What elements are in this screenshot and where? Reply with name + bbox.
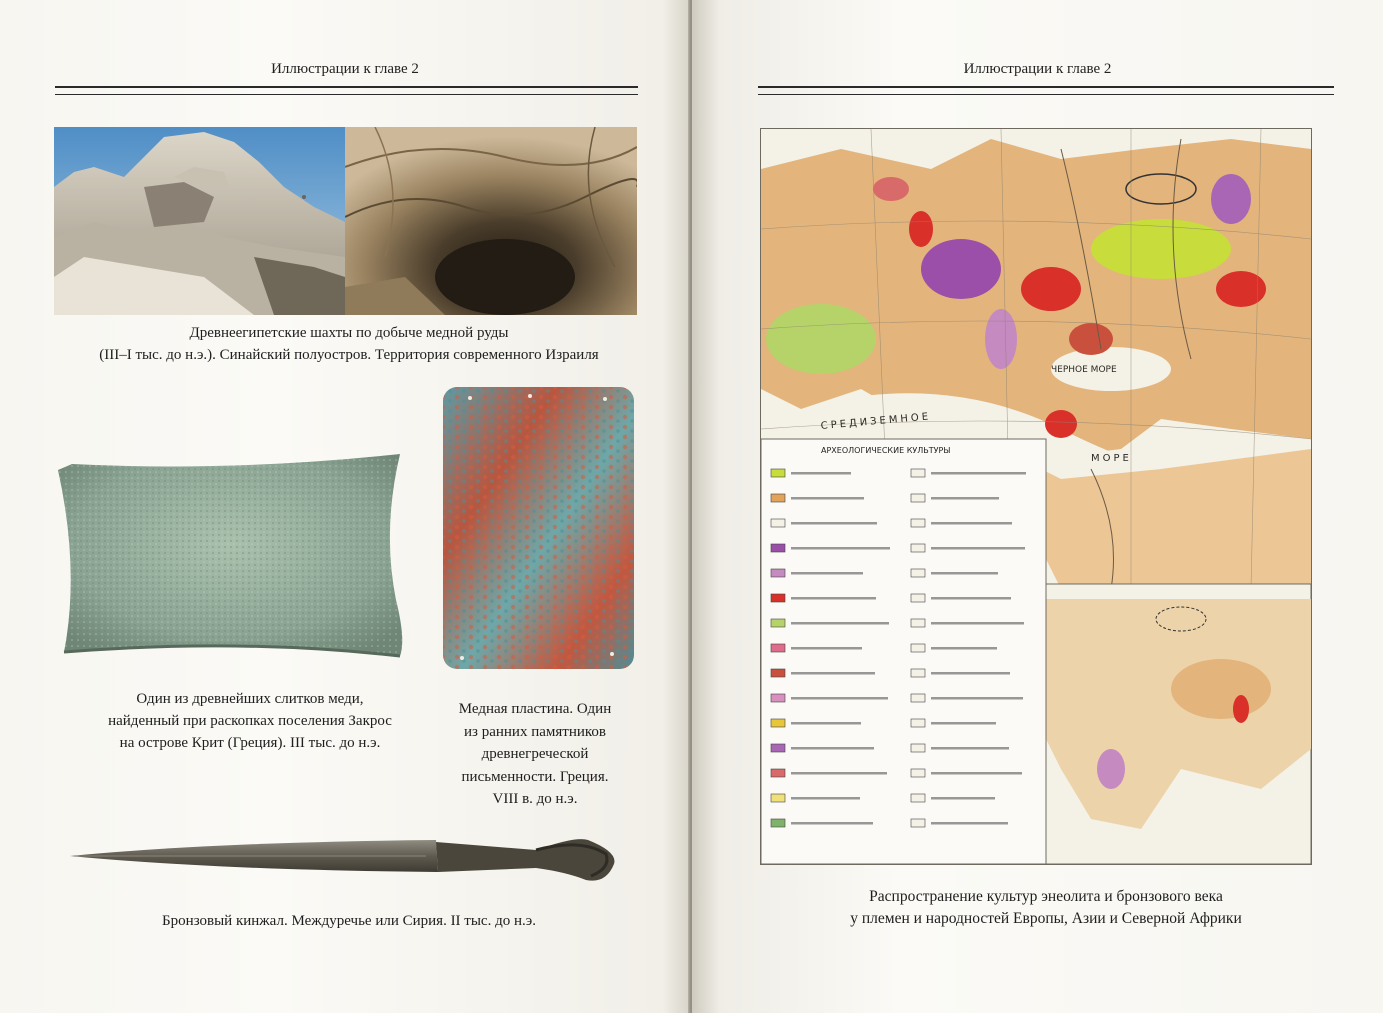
legend-text-line: [931, 797, 995, 800]
legend-text-line: [791, 597, 876, 600]
legend-swatch: [911, 519, 925, 527]
legend-text-line: [791, 572, 863, 575]
legend-swatch: [771, 544, 785, 552]
legend-text-line: [791, 497, 864, 500]
mines-caption-line1: Древнеегипетские шахты по добыче медной руды: [189, 325, 509, 341]
left-page: [0, 0, 690, 1013]
legend-text-line: [791, 622, 889, 625]
legend-swatch: [771, 644, 785, 652]
legend-text-line: [931, 497, 999, 500]
legend-swatch: [771, 494, 785, 502]
legend-swatch: [911, 819, 925, 827]
right-page: [692, 0, 1383, 1013]
legend-text-line: [791, 522, 877, 525]
legend-text-line: [791, 797, 860, 800]
legend-text-line: [931, 672, 1010, 675]
legend-swatch: [771, 819, 785, 827]
legend-title: АРХЕОЛОГИЧЕСКИЕ КУЛЬТУРЫ: [821, 446, 951, 455]
legend-swatch: [911, 569, 925, 577]
legend-swatch: [911, 544, 925, 552]
legend-swatch: [911, 619, 925, 627]
legend-swatch: [771, 669, 785, 677]
sinai-rocks-photo: [54, 127, 345, 315]
legend-swatch: [911, 794, 925, 802]
map-caption: [758, 886, 1334, 930]
legend-swatch: [771, 769, 785, 777]
legend-text-line: [931, 572, 998, 575]
legend-swatch: [911, 469, 925, 477]
running-head-right: Иллюстрации к главе 2: [963, 61, 1112, 77]
plate-caption-line5: VIII в. до н.э.: [492, 791, 578, 807]
plate-caption-line3: древнегреческой: [481, 746, 589, 762]
bronze-dagger-photo: [66, 828, 626, 892]
legend-text-line: [791, 472, 851, 475]
map-label-black-sea: ЧЕРНОЕ МОРЕ: [1051, 365, 1117, 375]
legend-text-line: [791, 772, 887, 775]
legend-swatch: [771, 744, 785, 752]
legend-text-line: [931, 697, 1023, 700]
mines-caption-line2: (III–I тыс. до н.э.). Синайский полуостров. Территория современного Израиля: [99, 347, 599, 363]
legend-swatch: [911, 719, 925, 727]
legend-text-line: [931, 522, 1012, 525]
legend-text-line: [791, 547, 890, 550]
legend-swatch: [771, 619, 785, 627]
legend-swatch: [911, 669, 925, 677]
legend-swatch: [771, 694, 785, 702]
header-rule-left: [55, 86, 638, 95]
legend-text-line: [791, 822, 873, 825]
map-label-mediterranean: СРЕДИЗЕМНОЕ: [820, 411, 932, 432]
legend-swatch: [771, 594, 785, 602]
legend-text-line: [931, 597, 1011, 600]
legend-text-line: [931, 647, 997, 650]
legend-swatch: [771, 794, 785, 802]
legend-text-line: [931, 622, 1024, 625]
plate-caption-line4: письменности. Греция.: [461, 768, 609, 785]
ingot-caption-line3: на острове Крит (Греция). III тыс. до н.э.: [119, 735, 381, 751]
legend-swatch: [771, 519, 785, 527]
legend-text-line: [791, 697, 888, 700]
bronze-age-map: [760, 128, 1312, 865]
header-rule-right: [758, 86, 1334, 95]
plate-caption-line2: из ранних памятников: [464, 723, 606, 740]
legend-text-line: [931, 822, 1008, 825]
legend-text-line: [931, 772, 1022, 775]
copper-ingot-photo: [50, 450, 418, 662]
legend-text-line: [931, 747, 1009, 750]
mine-tunnel-photo: [345, 127, 637, 315]
dagger-caption: Бронзовый кинжал. Междуречье или Сирия. II тыс. до н.э.: [162, 913, 536, 929]
ingot-caption-line2: найденный при раскопках поселения Закрос: [108, 713, 392, 729]
legend-text-line: [931, 547, 1025, 550]
legend-swatch: [771, 719, 785, 727]
plate-caption-line1: Медная пластина. Один: [458, 701, 612, 717]
legend-text-line: [791, 647, 862, 650]
legend-text-line: [791, 722, 861, 725]
mines-caption: [60, 322, 638, 366]
map-caption-line1: Распространение культур энеолита и бронзового века: [869, 888, 1223, 905]
ingot-caption-line1: Один из древнейших слитков меди,: [136, 691, 364, 707]
plate-caption: [440, 698, 630, 811]
legend-text-line: [931, 722, 996, 725]
ingot-caption: [60, 688, 440, 754]
map-caption-line2: у племен и народностей Европы, Азии и Северной Африки: [850, 910, 1242, 927]
legend-swatch: [771, 469, 785, 477]
legend-swatch: [911, 694, 925, 702]
legend-swatch: [911, 769, 925, 777]
legend-text-line: [791, 672, 875, 675]
map-label-sea: МОРЕ: [1091, 453, 1132, 464]
legend-text-line: [791, 747, 874, 750]
running-head-left: Иллюстрации к главе 2: [271, 61, 419, 77]
legend-swatch: [911, 644, 925, 652]
legend-swatch: [771, 569, 785, 577]
copper-plate-photo: [440, 384, 637, 672]
legend-swatch: [911, 744, 925, 752]
legend-swatch: [911, 594, 925, 602]
legend-swatch: [911, 494, 925, 502]
legend-text-line: [931, 472, 1026, 475]
